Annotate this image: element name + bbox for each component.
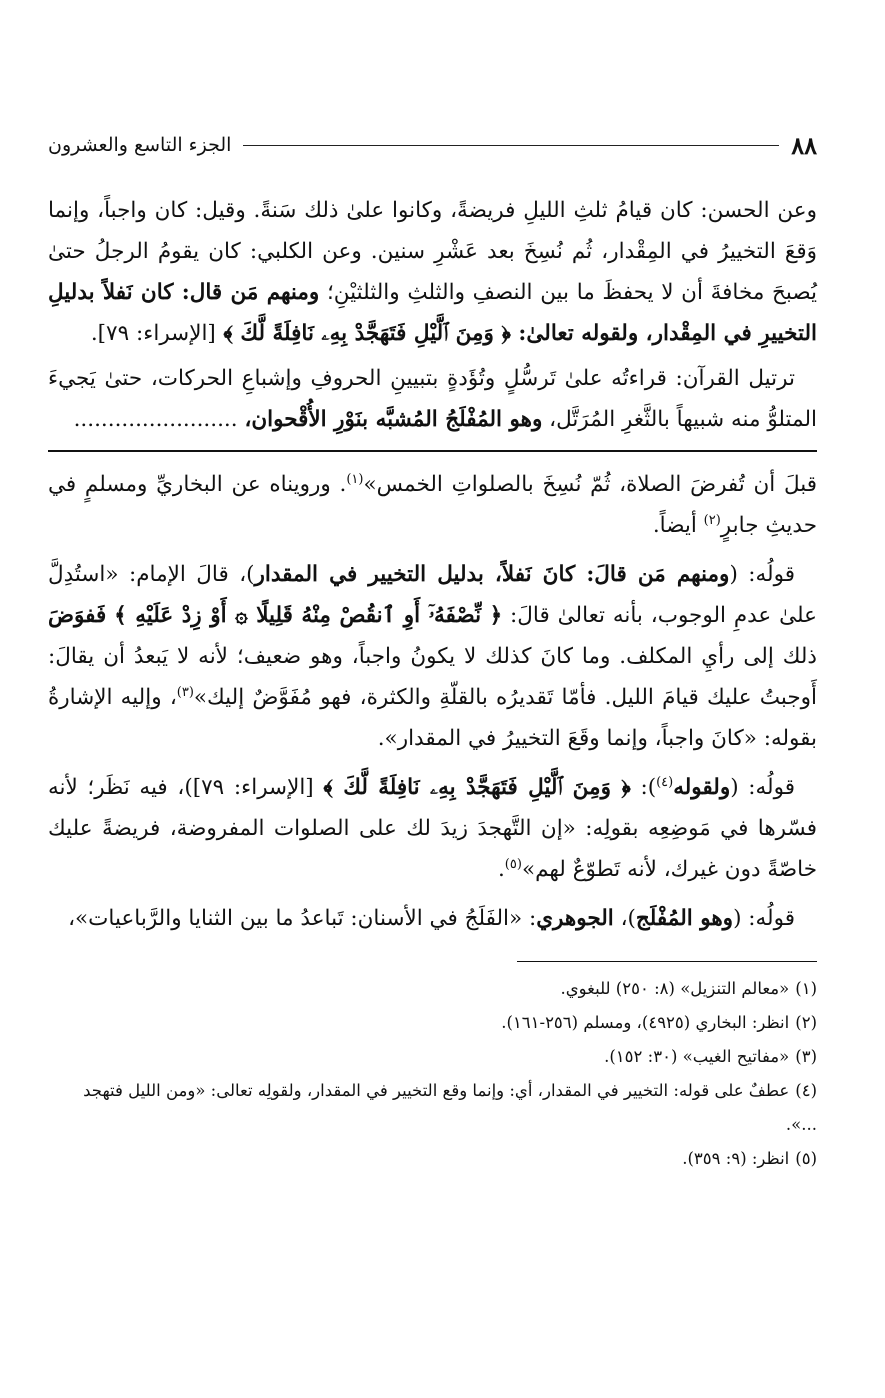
quran-verse: ﴿ نِّصْفَهُۥٓ أَوِ ٱنقُصْ مِنْهُ قَلِيلًا ۞ أَوْ زِدْ عَلَيْهِ ﴾ — [114, 603, 503, 628]
footnote-number: (٣) — [795, 1047, 817, 1066]
footnote-text: «مفاتيح الغيب» (٣٠: ١٥٢). — [604, 1047, 790, 1066]
commentary-run: [الإسراء: ٧٩])، فيه نَظَر؛ لأنه فسّرها في مَوضِعِه بقولِه: «إن التَّهجدَ زيدَ لك على الصلوات المفروضة، فريضةً عليك خاصّةً دون غيرك، لأنه تَطوّعٌ لهم» — [48, 775, 817, 882]
main-text-bold-run: ومنهم مَن قال: كان نَفلاً بدليلِ التخييرِ في المِقْدار، ولقوله تعالىٰ: — [48, 280, 817, 346]
quran-verse: ﴿ وَمِنَ ٱلَّيْلِ فَتَهَجَّدْ بِهِۦ نَافِلَةً لَّكَ ﴾ — [215, 321, 519, 346]
footnote — [48, 1074, 817, 1142]
book-page — [48, 128, 817, 1318]
main-text — [48, 190, 817, 440]
commentary-bold-run: فَفوَضَ — [48, 603, 107, 628]
footnote — [48, 1006, 817, 1040]
commentary-run: )، — [613, 906, 636, 931]
footnote-text: «معالم التنزيل» (٨: ٢٥٠) للبغوي. — [560, 979, 790, 998]
footnotes — [48, 972, 817, 1176]
commentary-paragraph — [48, 464, 817, 546]
commentary-bold-run: الجوهري — [536, 906, 614, 931]
header-rule — [243, 145, 779, 146]
verse-reference: [الإسراء: ٧٩]. — [90, 321, 216, 346]
commentary-bold-run: وهو المُفْلَج — [635, 906, 734, 931]
main-paragraph — [48, 358, 817, 440]
footnote-number: (٢) — [795, 1013, 817, 1032]
footnote — [48, 1142, 817, 1176]
commentary-run: ): — [630, 775, 657, 800]
footnote-ref: (٣) — [176, 684, 194, 700]
footnote-number: (٤) — [795, 1081, 817, 1100]
commentary-run: )، قالَ الإمام: «استُدِلَّ علىٰ عدمِ الوجوب، بأنه تعالىٰ قالَ: — [48, 562, 817, 628]
commentary-run: قولُه: ( — [729, 562, 795, 587]
footnote-ref: (١) — [346, 471, 364, 487]
footnote-text: عطفٌ على قوله: التخيير في المقدار، أي: وإنما وقع التخيير في المقدار، ولقولِه تعالى: «ومن الليل فتهجد ...». — [83, 1081, 817, 1134]
commentary-paragraph — [48, 767, 817, 890]
running-header — [48, 128, 817, 162]
continuation-dots: ........................ — [73, 407, 245, 432]
commentary-text — [48, 464, 817, 939]
commentary-paragraph — [48, 898, 817, 939]
footnote-divider — [517, 961, 817, 962]
commentary-paragraph — [48, 554, 817, 759]
main-text-run: وعن الحسن: كان قيامُ ثلثِ الليلِ فريضةً، وكانوا علىٰ ذلك سَنةً. وقيل: كان واجباً، وإنما وَقعَ التخييرُ في المِقْدار، ثُم نُسِخَ بعد عَشْرِ سنين. وعن الكلبي: كان يقومُ الرجلُ حتىٰ يُصبحَ مخافةَ أن لا يحفظَ ما بين النصفِ والثلثِ والثلثيْنِ؛ — [48, 198, 818, 305]
footnote-text: انظر: البخاري (٤٩٢٥)، ومسلم (٢٥٦-١٦١). — [501, 1013, 790, 1032]
commentary-run: . ورويناه عن البخاريِّ ومسلمٍ في حديثِ جابرٍ — [48, 472, 817, 538]
commentary-run: : «الفَلَجُ في الأسنان: تَباعدُ ما بين الثنايا والرَّباعيات»، — [68, 906, 537, 931]
footnote-number: (١) — [795, 979, 817, 998]
main-text-run: ترتيل القرآن: قراءتُه علىٰ تَرسُّلٍ وتُؤَدةٍ بتبيينِ الحروفِ وإشباعِ الحركات، حتىٰ يَجيءَ المتلوُّ منه شبيهاً بالثَّغرِ المُرَتَّل، — [48, 366, 817, 432]
commentary-run — [106, 603, 114, 628]
footnote-number: (٥) — [795, 1149, 817, 1168]
commentary-run: ، وإليه الإشارةُ بقوله: «كانَ واجباً، وإنما وقَعَ التخييرُ في المقدار». — [48, 685, 817, 751]
section-divider — [48, 450, 817, 452]
page-number: ٨٨ — [791, 130, 817, 160]
commentary-run: ذلك إلى رأيِ المكلف. وما كانَ كذلك لا يكونُ واجباً، وهو ضعيف؛ لأنه لا يَبعدُ أن يقالَ: أَوجبتُ عليك قيامَ الليل. فأمّا تَقديرُه بالقلّةِ والكثرة، فهو مُفَوَّضٌ إليك» — [48, 644, 817, 710]
commentary-bold-run: ولقوله — [673, 775, 731, 800]
running-title: الجزء التاسع والعشرون — [48, 134, 232, 156]
commentary-run: أيضاً. — [652, 513, 704, 538]
footnote-text: انظر: (٩: ٣٥٩). — [682, 1149, 790, 1168]
commentary-run: قولُه: ( — [733, 906, 795, 931]
main-paragraph — [48, 190, 817, 354]
footnote — [48, 1040, 817, 1074]
quran-verse: ﴿ وَمِنَ ٱلَّيْلِ فَتَهَجَّدْ بِهِۦ نَافِلَةً لَّكَ ﴾ — [323, 775, 631, 800]
footnote-ref: (٥) — [504, 856, 522, 872]
commentary-bold-run: ومنهم مَن قالَ: كانَ نَفلاً، بدليل التخيير في المقدار — [254, 562, 730, 587]
main-text-bold-run: وهو المُفْلَجُ المُشبَّه بنَوْرِ الأُقْحوان، — [244, 407, 543, 432]
commentary-run: قولُه: ( — [730, 775, 795, 800]
footnote-ref: (٢) — [703, 512, 721, 528]
footnote — [48, 972, 817, 1006]
footnote-ref: (٤) — [656, 774, 674, 790]
commentary-run: . — [497, 857, 505, 882]
commentary-run: قبلَ أن تُفرضَ الصلاة، ثُمّ نُسِخَ بالصلواتِ الخمس» — [363, 472, 817, 497]
